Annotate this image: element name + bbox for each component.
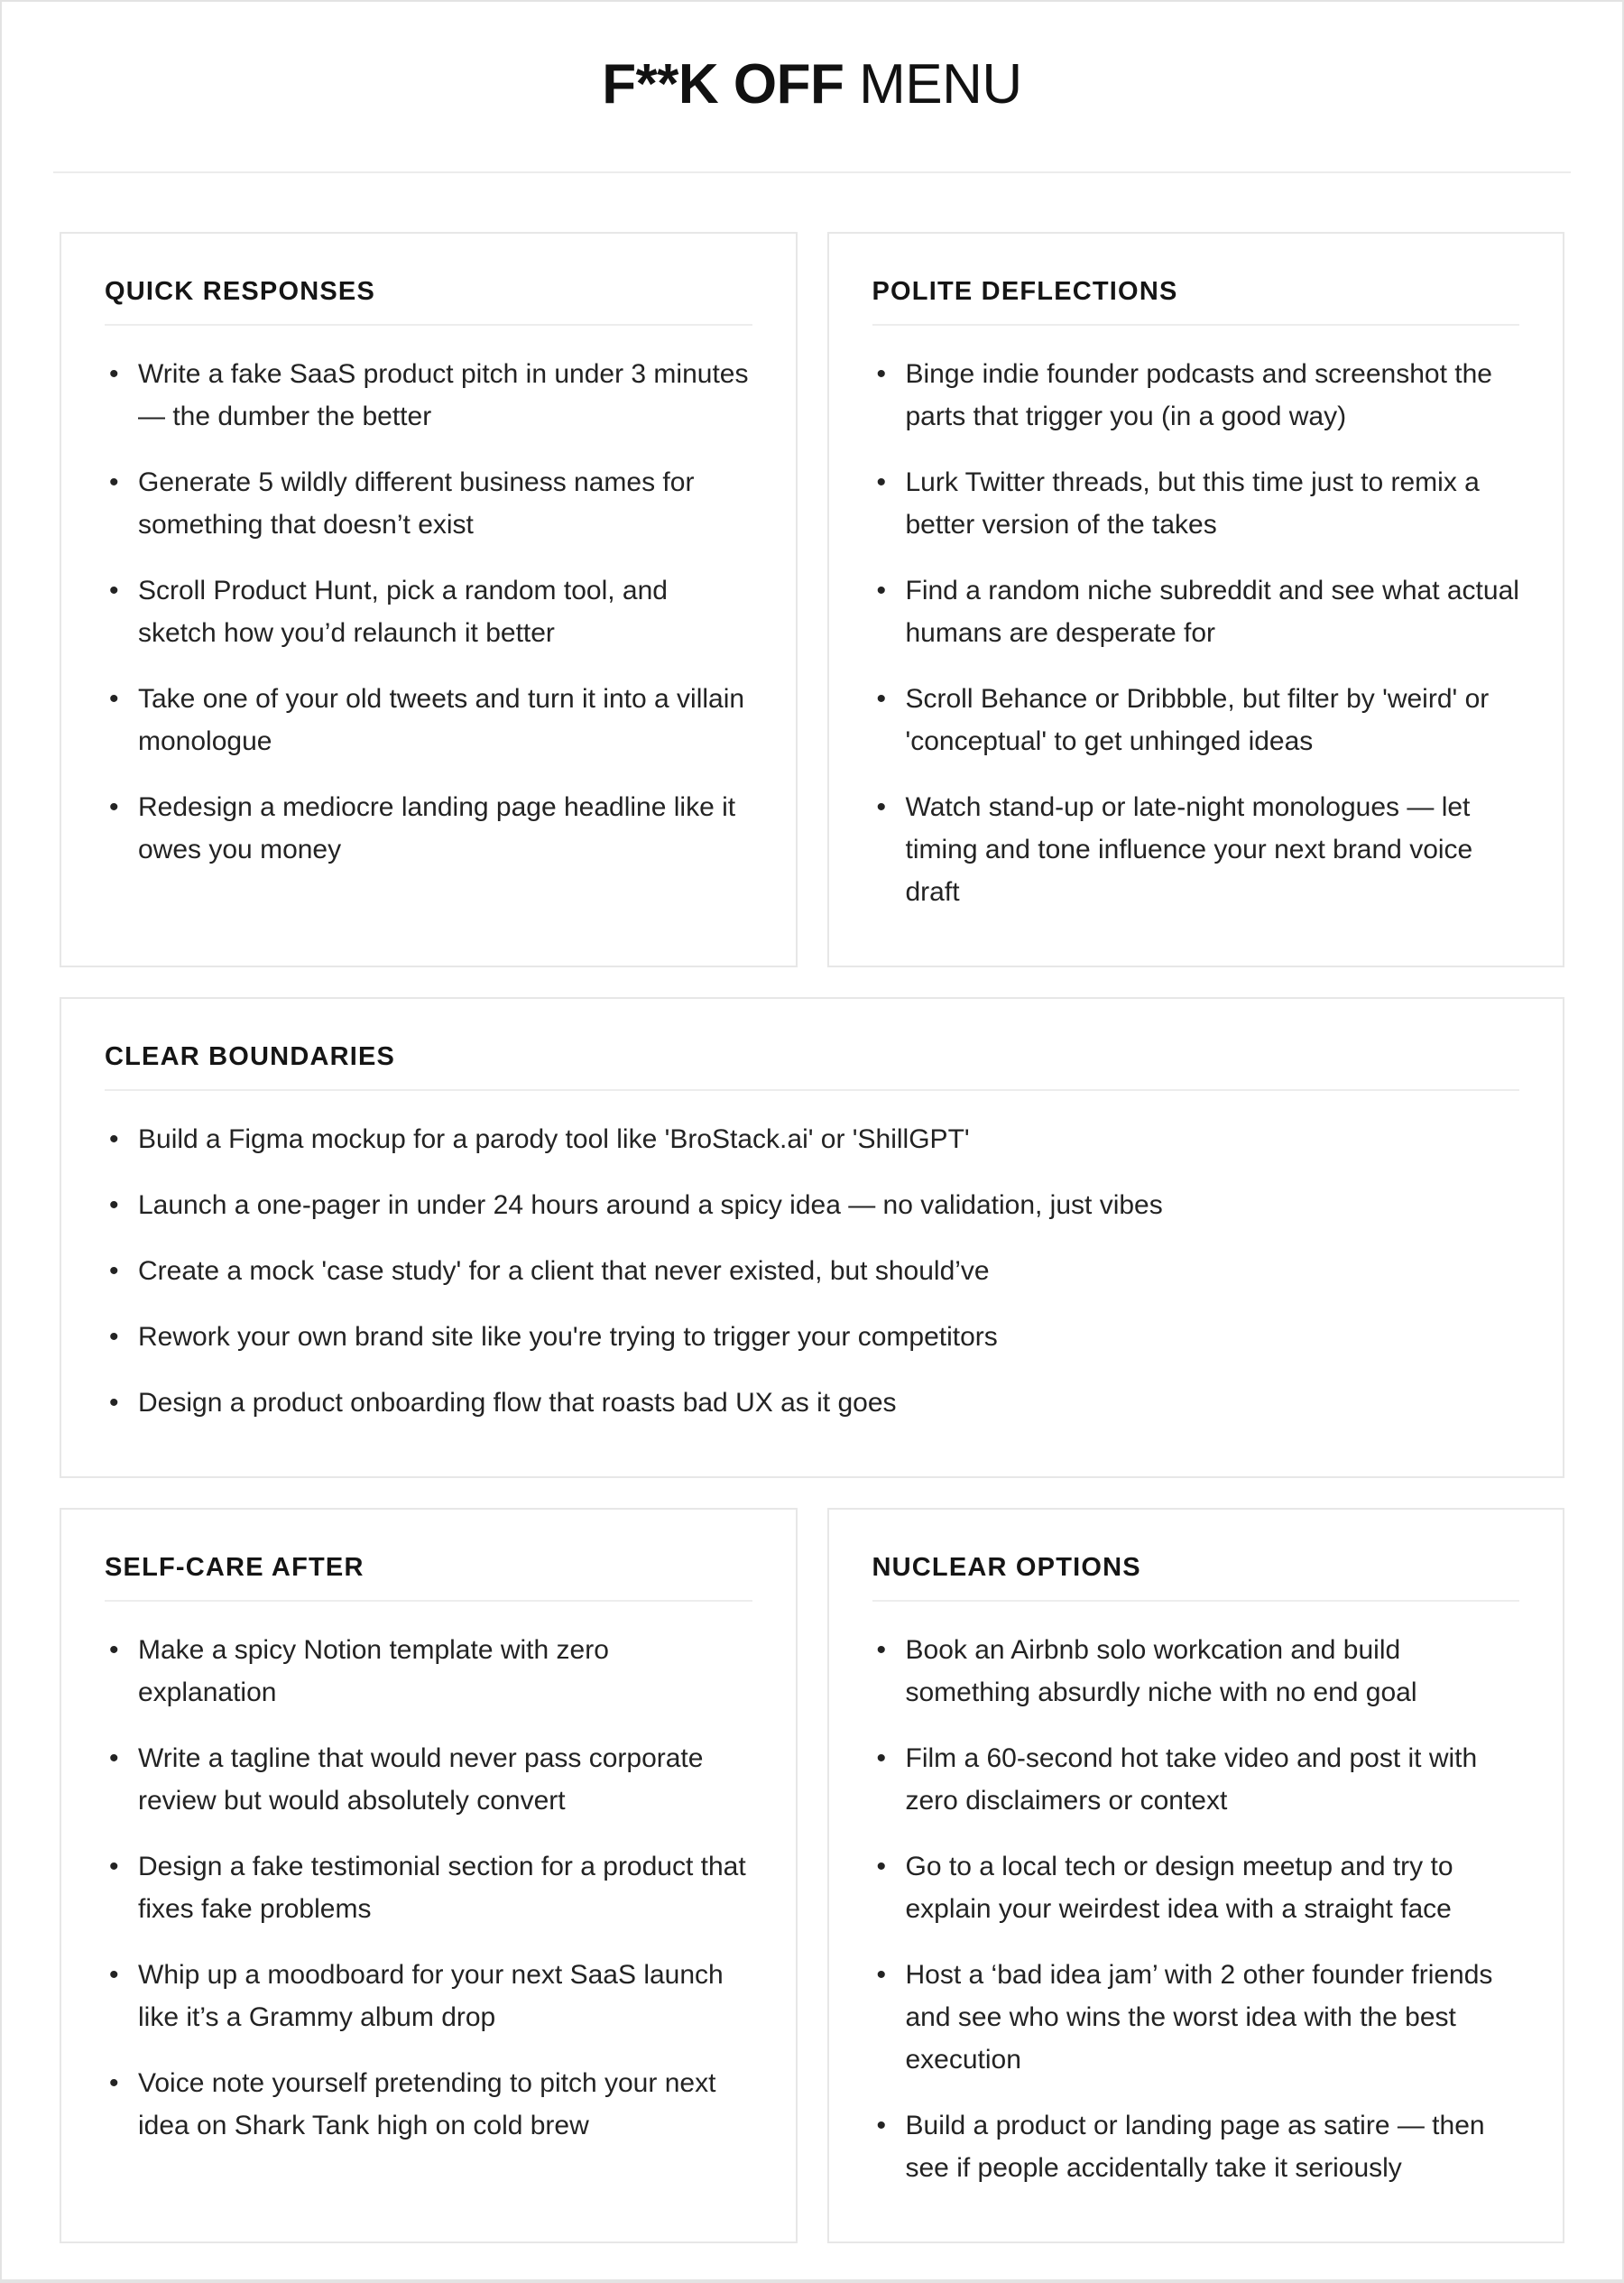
item-list — [872, 1629, 1520, 2189]
list-item: • Write a fake SaaS product pitch in under 3 minutes — the dumber the better — [105, 353, 752, 438]
list-item: • Generate 5 wildly different business names for something that doesn’t exist — [105, 461, 752, 546]
list-item: • Build a Figma mockup for a parody tool like 'BroStack.ai' or 'ShillGPT' — [105, 1118, 1519, 1160]
page-title — [60, 49, 1564, 121]
list-item: • Find a random niche subreddit and see what actual humans are desperate for — [872, 569, 1520, 654]
list-item: • Redesign a mediocre landing page headline like it owes you money — [105, 786, 752, 871]
section-divider — [872, 324, 1520, 326]
card-polite-deflections — [827, 232, 1565, 967]
page-title-regular: MENU — [859, 53, 1022, 116]
section-heading: QUICK RESPONSES — [105, 277, 375, 306]
card-quick-responses — [60, 232, 798, 967]
list-item: • Launch a one-pager in under 24 hours around a spicy idea — no validation, just vibes — [105, 1184, 1519, 1226]
page-title-bold: F**K OFF — [602, 53, 844, 116]
section-heading: NUCLEAR OPTIONS — [872, 1553, 1141, 1582]
section-divider — [872, 1600, 1520, 1602]
list-item: • Film a 60-second hot take video and post it with zero disclaimers or context — [872, 1737, 1520, 1822]
list-item: • Scroll Product Hunt, pick a random tool, and sketch how you’d relaunch it better — [105, 569, 752, 654]
list-item: • Binge indie founder podcasts and screenshot the parts that trigger you (in a good way) — [872, 353, 1520, 438]
item-list — [872, 353, 1520, 913]
list-item: • Rework your own brand site like you're trying to trigger your competitors — [105, 1316, 1519, 1358]
list-item: • Make a spicy Notion template with zero explanation — [105, 1629, 752, 1714]
list-item: • Create a mock 'case study' for a client that never existed, but should’ve — [105, 1250, 1519, 1292]
menu-grid — [60, 232, 1564, 2243]
list-item: • Watch stand-up or late-night monologues — let timing and tone influence your next brand voice draft — [872, 786, 1520, 913]
section-divider — [105, 1089, 1519, 1091]
list-item: • Host a ‘bad idea jam’ with 2 other founder friends and see who wins the worst idea with the best execution — [872, 1954, 1520, 2081]
card-self-care-after — [60, 1508, 798, 2243]
list-item: • Whip up a moodboard for your next SaaS launch like it’s a Grammy album drop — [105, 1954, 752, 2038]
section-divider — [105, 1600, 752, 1602]
list-item: • Write a tagline that would never pass corporate review but would absolutely convert — [105, 1737, 752, 1822]
list-item: • Design a fake testimonial section for a product that fixes fake problems — [105, 1845, 752, 1930]
title-divider — [53, 171, 1571, 173]
item-list — [105, 1118, 1519, 1424]
section-divider — [105, 324, 752, 326]
list-item: • Go to a local tech or design meetup and try to explain your weirdest idea with a straight face — [872, 1845, 1520, 1930]
list-item: • Voice note yourself pretending to pitch your next idea on Shark Tank high on cold brew — [105, 2062, 752, 2147]
section-heading: SELF-CARE AFTER — [105, 1553, 364, 1582]
item-list — [105, 353, 752, 871]
list-item: • Take one of your old tweets and turn it into a villain monologue — [105, 678, 752, 763]
list-item: • Design a product onboarding flow that roasts bad UX as it goes — [105, 1382, 1519, 1424]
list-item: • Book an Airbnb solo workcation and build something absurdly niche with no end goal — [872, 1629, 1520, 1714]
list-item: • Lurk Twitter threads, but this time just to remix a better version of the takes — [872, 461, 1520, 546]
card-nuclear-options — [827, 1508, 1565, 2243]
item-list — [105, 1629, 752, 2147]
list-item: • Build a product or landing page as satire — then see if people accidentally take it seriously — [872, 2104, 1520, 2189]
section-heading: CLEAR BOUNDARIES — [105, 1042, 396, 1071]
section-heading: POLITE DEFLECTIONS — [872, 277, 1178, 306]
card-clear-boundaries — [60, 997, 1564, 1478]
list-item: • Scroll Behance or Dribbble, but filter by 'weird' or 'conceptual' to get unhinged ideas — [872, 678, 1520, 763]
